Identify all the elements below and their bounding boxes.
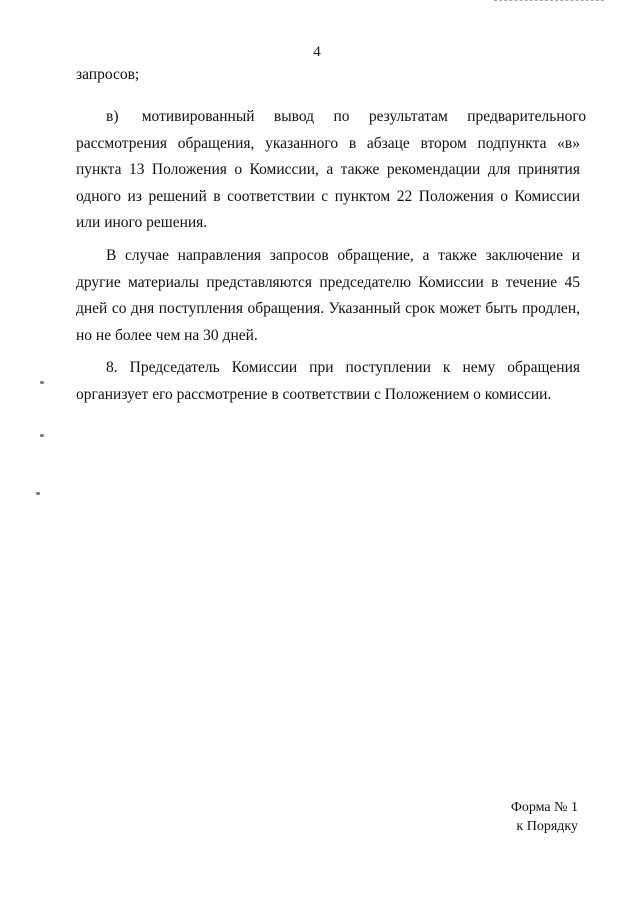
- paragraph-requests: В случае направления запросов обращение, а также заключение и другие материалы представляются председателю Комиссии в течение 45 дней со дня поступления обращения. Указанный срок может быть продлен, но не более чем на 30 дней.: [76, 247, 580, 344]
- scan-speck: [40, 434, 44, 437]
- form-reference: [511, 798, 578, 836]
- subitem-v-first-line: в) мотивированный вывод по результатам предварительного: [106, 108, 587, 125]
- subitem-v-body: рассмотрения обращения, указанного в абзаце втором подпункта «в» пункта 13 Положения о Комиссии, а также рекомендации для принятия одного из решений в соответствии с пунктом 22 Положения о Комиссии или иного решения.: [76, 134, 580, 231]
- scan-artifact-line: [494, 0, 604, 2]
- form-reference-line-2: к Порядку: [516, 819, 578, 834]
- form-reference-line-1: Форма № 1: [510, 800, 578, 815]
- page-number: 4: [313, 44, 321, 60]
- scan-speck: [40, 381, 44, 384]
- paragraph-item-8: 8. Председатель Комиссии при поступлении к нему обращения организует его рассмотрение в соответствии с Положением о комиссии.: [76, 359, 580, 403]
- scan-speck: [36, 492, 40, 495]
- paragraph-continuation: запросов;: [76, 66, 140, 83]
- paragraph-subitem-v: [76, 104, 587, 237]
